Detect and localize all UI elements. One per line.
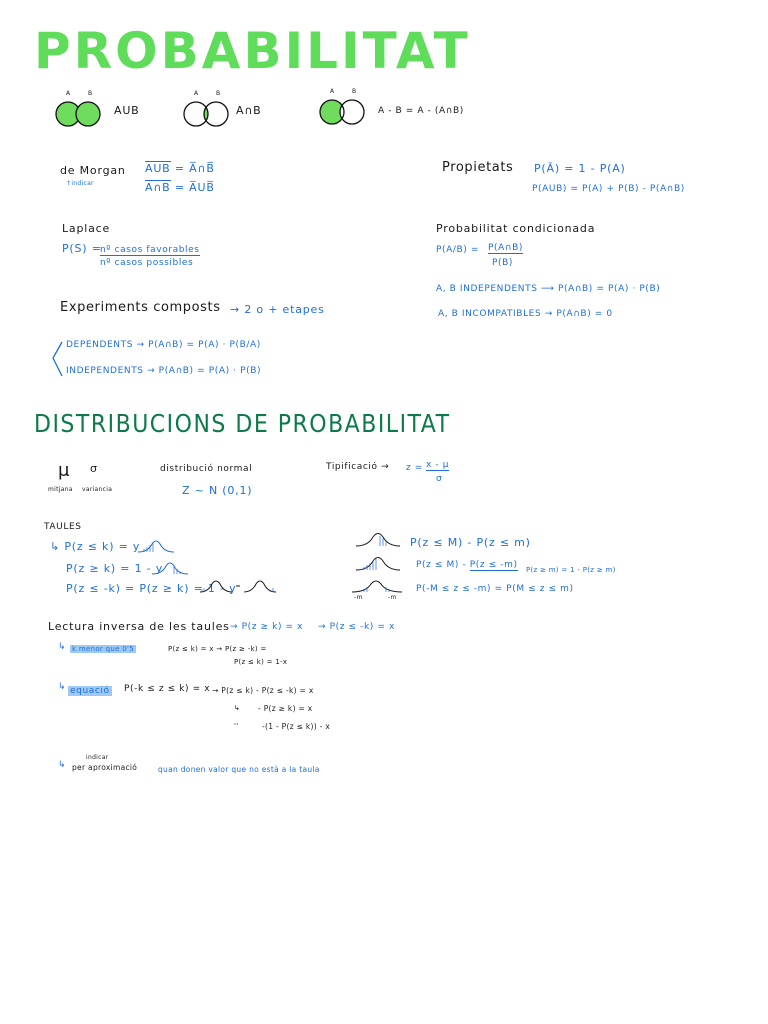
lectura-sub2-a: P(-k ≤ z ≤ k) = x [124, 684, 211, 694]
lectura-sub2-d: -(1 - P(z ≤ k)) - x [262, 722, 331, 731]
experiments-dependents: DEPENDENTS → P(A∩B) = P(A) · P(B/A) [66, 340, 261, 350]
venn-label-b: B [216, 90, 221, 97]
taules-line2: P(z ≥ k) = 1 - y [66, 562, 164, 575]
venn-difference-label: A - B = A - (A∩B) [378, 106, 464, 116]
venn-label-a: A [330, 88, 335, 95]
venn-union-label: AUB [114, 104, 140, 117]
lectura-label: Lectura inversa de les taules [48, 620, 230, 633]
arrow-icon: ↳ [58, 642, 67, 652]
venn-union [54, 90, 114, 130]
propietats-line2: P(AUB) = P(A) + P(B) - P(A∩B) [532, 184, 685, 194]
venn-intersection [182, 90, 242, 130]
independents-rule: A, B INDEPENDENTS ⟶ P(A∩B) = P(A) · P(B) [436, 284, 661, 294]
z-eq: z = [406, 463, 423, 473]
lectura-sub1-label: k menor que 0'5 [72, 645, 134, 653]
taules-right3: P(-M ≤ z ≤ -m) = P(M ≤ z ≤ m) [416, 584, 574, 594]
experiments-independents: INDEPENDENTS → P(A∩B) = P(A) · P(B) [66, 366, 262, 376]
lectura-eq1: → P(z ≥ k) = x [230, 622, 304, 632]
morgan-hint: ↑indicar [66, 180, 94, 187]
taules-right2-b: P(z ≤ -m) [469, 560, 518, 570]
venn-label-b: B [352, 88, 357, 95]
tipificacio-label: Tipificació → [326, 462, 390, 472]
condicionada-label: Probabilitat condicionada [436, 222, 596, 235]
lectura-sub1-b: P(z ≤ k) = 1-x [234, 658, 288, 666]
laplace-lhs: P(S) = [62, 242, 102, 255]
aprox-label: per aproximació [72, 763, 138, 772]
venn-label-a: A [194, 90, 199, 97]
z-denominator: σ [436, 474, 443, 484]
venn-union-diagram [54, 90, 114, 130]
lectura-sub2-mark1: ↳ [234, 704, 241, 712]
lectura-sub2-c: - P(z ≥ k) = x [258, 704, 313, 713]
venn-label-b: B [88, 90, 93, 97]
sigma-symbol: σ [90, 462, 97, 475]
morgan-line1 [145, 162, 215, 175]
taules-label: TAULES [44, 522, 82, 532]
propietats-label: Propietats [442, 160, 514, 175]
mu-symbol: μ [58, 460, 70, 481]
section-title: DISTRIBUCIONS DE PROBABILITAT [34, 410, 451, 439]
lectura-eq2: → P(z ≤ -k) = x [318, 622, 395, 632]
taules-line3: P(z ≤ -k) = P(z ≥ k) = 1 - y [66, 582, 237, 595]
taules-line1: ↳ P(z ≤ k) = y [50, 540, 141, 553]
venn-label-a: A [66, 90, 71, 97]
experiments-label: Experiments composts [60, 300, 221, 315]
venn-intersection-diagram [182, 90, 242, 130]
bell-curve-icon [152, 562, 188, 576]
taules-right2-a: P(z ≤ M) - [416, 560, 467, 570]
sigma-label: variancia [82, 486, 113, 493]
morgan-line1-lhs: AUB [145, 162, 171, 175]
laplace-label: Laplace [62, 222, 111, 235]
aprox-hint: indicar [86, 754, 109, 761]
laplace-denominator: nº casos possibles [100, 258, 194, 268]
morgan-label: de Morgan [60, 164, 126, 177]
z-numerator: x - μ [426, 460, 450, 470]
aprox-note: quan donen valor que no està a la taula [158, 765, 320, 774]
bell-curves-symmetry-icon [200, 578, 280, 596]
taules-right1: P(z ≤ M) - P(z ≤ m) [410, 536, 531, 549]
bell-curve-icon [138, 540, 174, 554]
arrow-icon: ↳ [58, 760, 67, 770]
taules-fig-label: -m [354, 594, 363, 601]
venn-intersection-label: A∩B [236, 104, 262, 117]
morgan-line2 [145, 181, 215, 194]
taules-right2-c: P(z ≥ m) = 1 - P(z ≥ m) [526, 566, 616, 574]
mu-label: mitjana [48, 486, 73, 493]
lectura-sub2-b: → P(z ≤ k) - P(z ≤ -k) = x [212, 686, 314, 695]
taules-fig-label2: -m [388, 594, 397, 601]
lectura-sub2-mark2: '' [234, 722, 239, 730]
venn-difference [318, 88, 378, 128]
dist-notation: Z ~ N (0,1) [182, 484, 253, 497]
laplace-numerator: nº casos favorables [100, 245, 200, 255]
dist-label: distribució normal [160, 464, 253, 474]
lectura-sub2-label: equació [70, 686, 110, 696]
incompatibles-rule: A, B INCOMPATIBLES → P(A∩B) = 0 [438, 309, 613, 319]
page-title: PROBABILITAT [34, 22, 471, 80]
lectura-sub1-a: P(z ≤ k) = x → P(z ≥ -k) = [168, 645, 267, 653]
arrow-icon: ↳ [58, 682, 67, 692]
bell-curve-icon [356, 556, 400, 574]
condicionada-denominator: P(B) [492, 258, 514, 268]
condicionada-numerator: P(A∩B) [488, 243, 523, 253]
experiments-note: → 2 o + etapes [230, 303, 325, 316]
morgan-line1-rhs: = A̅∩B̅ [174, 162, 215, 175]
condicionada-lhs: P(A/B) = [436, 245, 480, 255]
bell-curve-icon [356, 532, 400, 550]
venn-difference-diagram [318, 88, 378, 128]
morgan-line2-lhs: A∩B [145, 181, 171, 194]
morgan-line2-rhs: = A̅UB̅ [174, 181, 215, 194]
taules-right2 [416, 560, 518, 570]
propietats-line1: P(Ā) = 1 - P(A) [534, 162, 626, 175]
